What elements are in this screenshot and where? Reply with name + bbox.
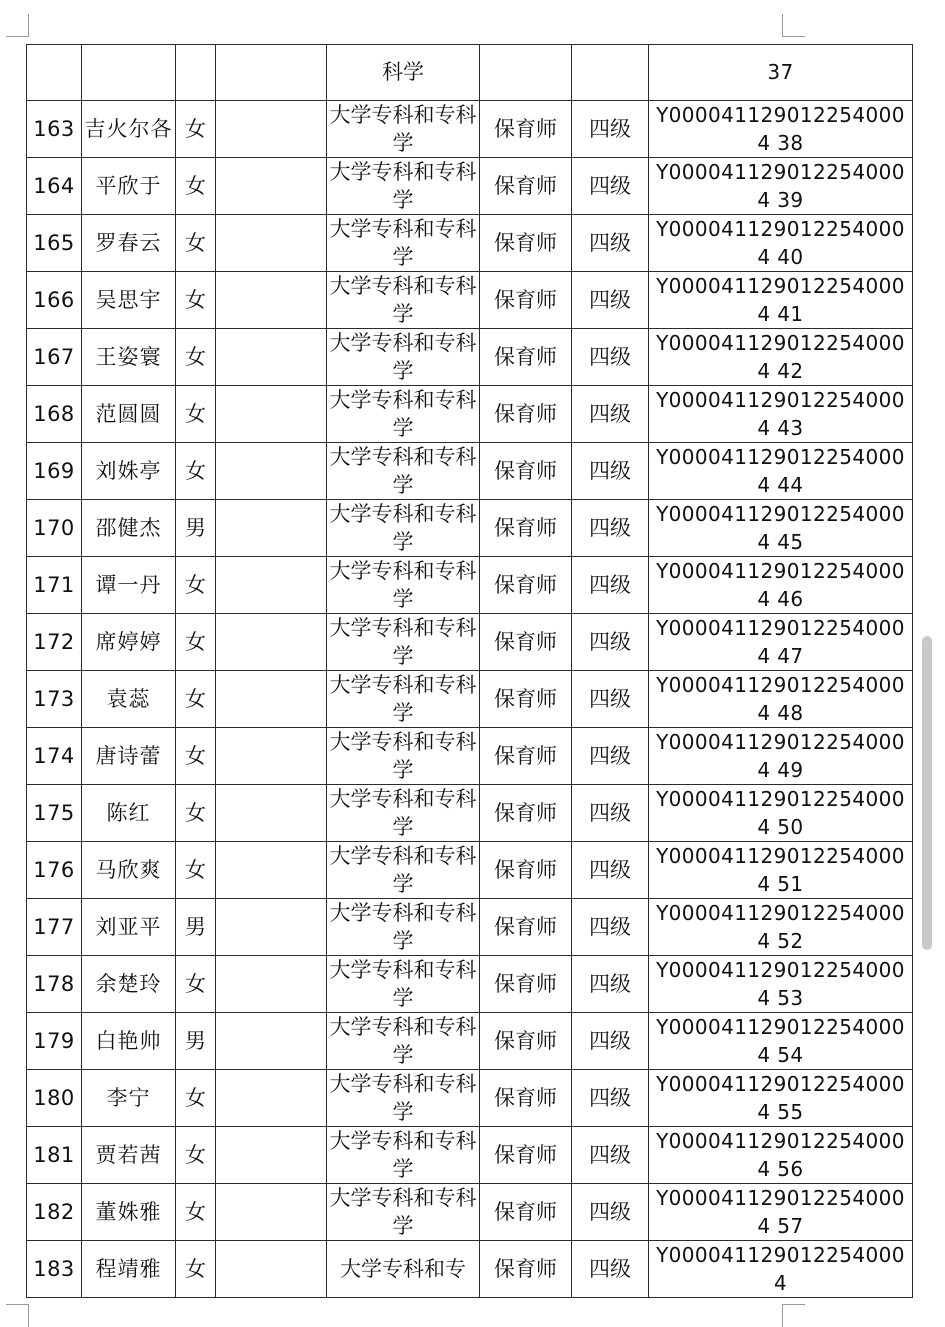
name-cell: 范圆圆	[82, 385, 176, 442]
certificate-number-cell: Y0000411290122540004 40	[649, 214, 913, 271]
certificate-roster-table	[26, 44, 913, 1298]
level-cell: 四级	[572, 955, 649, 1012]
serial-number-cell: 177	[27, 898, 82, 955]
certificate-number-cell: Y0000411290122540004 38	[649, 100, 913, 157]
education-cell: 大学专科和专科学	[327, 214, 480, 271]
name-cell	[82, 45, 176, 101]
gender-cell: 女	[176, 385, 216, 442]
gender-cell: 女	[176, 157, 216, 214]
table-row	[27, 442, 913, 499]
serial-number-cell: 166	[27, 271, 82, 328]
gender-cell: 女	[176, 442, 216, 499]
serial-number-cell: 167	[27, 328, 82, 385]
table-row	[27, 499, 913, 556]
level-cell: 四级	[572, 613, 649, 670]
occupation-cell: 保育师	[480, 784, 572, 841]
certificate-number-cell: Y0000411290122540004 53	[649, 955, 913, 1012]
level-cell: 四级	[572, 499, 649, 556]
table-row	[27, 841, 913, 898]
gender-cell: 女	[176, 328, 216, 385]
name-cell: 谭一丹	[82, 556, 176, 613]
level-cell: 四级	[572, 727, 649, 784]
occupation-cell: 保育师	[480, 613, 572, 670]
table-row	[27, 955, 913, 1012]
education-cell: 大学专科和专科学	[327, 328, 480, 385]
level-cell: 四级	[572, 1012, 649, 1069]
table-body	[27, 45, 913, 1298]
level-cell: 四级	[572, 1183, 649, 1240]
education-cell: 大学专科和专科学	[327, 1012, 480, 1069]
blank-cell	[216, 100, 327, 157]
occupation-cell: 保育师	[480, 100, 572, 157]
gender-cell: 男	[176, 499, 216, 556]
table-row	[27, 1240, 913, 1297]
blank-cell	[216, 670, 327, 727]
serial-number-cell: 178	[27, 955, 82, 1012]
table-row	[27, 214, 913, 271]
certificate-number-cell: Y0000411290122540004 52	[649, 898, 913, 955]
blank-cell	[216, 214, 327, 271]
level-cell: 四级	[572, 157, 649, 214]
table-row	[27, 1069, 913, 1126]
serial-number-cell: 168	[27, 385, 82, 442]
level-cell: 四级	[572, 1069, 649, 1126]
name-cell: 吴思宇	[82, 271, 176, 328]
gender-cell: 女	[176, 727, 216, 784]
education-cell: 大学专科和专科学	[327, 100, 480, 157]
education-cell: 大学专科和专科学	[327, 442, 480, 499]
name-cell: 李宁	[82, 1069, 176, 1126]
level-cell: 四级	[572, 784, 649, 841]
gender-cell: 女	[176, 841, 216, 898]
blank-cell	[216, 328, 327, 385]
education-cell: 大学专科和专科学	[327, 613, 480, 670]
education-cell: 大学专科和专科学	[327, 841, 480, 898]
education-cell: 大学专科和专科学	[327, 670, 480, 727]
blank-cell	[216, 1069, 327, 1126]
level-cell: 四级	[572, 556, 649, 613]
name-cell: 董姝雅	[82, 1183, 176, 1240]
blank-cell	[216, 955, 327, 1012]
table-row	[27, 670, 913, 727]
serial-number-cell: 176	[27, 841, 82, 898]
gender-cell: 女	[176, 100, 216, 157]
education-cell: 大学专科和专科学	[327, 898, 480, 955]
gender-cell: 女	[176, 214, 216, 271]
name-cell: 白艳帅	[82, 1012, 176, 1069]
education-cell: 大学专科和专科学	[327, 1126, 480, 1183]
serial-number-cell: 183	[27, 1240, 82, 1297]
serial-number-cell: 180	[27, 1069, 82, 1126]
education-cell: 大学专科和专科学	[327, 499, 480, 556]
occupation-cell: 保育师	[480, 499, 572, 556]
occupation-cell: 保育师	[480, 841, 572, 898]
name-cell: 刘姝亭	[82, 442, 176, 499]
education-cell: 大学专科和专科学	[327, 784, 480, 841]
blank-cell	[216, 556, 327, 613]
occupation-cell: 保育师	[480, 271, 572, 328]
table-row	[27, 1183, 913, 1240]
blank-cell	[216, 898, 327, 955]
certificate-number-cell: Y0000411290122540004 41	[649, 271, 913, 328]
table-row-continuation	[27, 45, 913, 101]
level-cell	[572, 45, 649, 101]
certificate-number-cell: Y0000411290122540004 54	[649, 1012, 913, 1069]
education-cell: 大学专科和专科学	[327, 385, 480, 442]
occupation-cell: 保育师	[480, 385, 572, 442]
occupation-cell: 保育师	[480, 955, 572, 1012]
gender-cell: 女	[176, 1183, 216, 1240]
vertical-scrollbar-thumb[interactable]	[922, 636, 932, 950]
page-corner-mark-top-right	[782, 14, 805, 37]
certificate-number-cell: Y0000411290122540004 50	[649, 784, 913, 841]
blank-cell	[216, 442, 327, 499]
occupation-cell: 保育师	[480, 1126, 572, 1183]
occupation-cell: 保育师	[480, 1012, 572, 1069]
level-cell: 四级	[572, 442, 649, 499]
blank-cell	[216, 727, 327, 784]
name-cell: 吉火尔各	[82, 100, 176, 157]
occupation-cell: 保育师	[480, 1183, 572, 1240]
education-cell: 大学专科和专科学	[327, 955, 480, 1012]
certificate-number-cell: Y0000411290122540004 55	[649, 1069, 913, 1126]
level-cell: 四级	[572, 841, 649, 898]
table-row	[27, 613, 913, 670]
certificate-number-cell: Y0000411290122540004 48	[649, 670, 913, 727]
gender-cell: 女	[176, 784, 216, 841]
level-cell: 四级	[572, 328, 649, 385]
serial-number-cell: 171	[27, 556, 82, 613]
table-row	[27, 1126, 913, 1183]
certificate-number-cell: Y0000411290122540004 46	[649, 556, 913, 613]
certificate-number-cell: Y0000411290122540004 42	[649, 328, 913, 385]
certificate-number-cell: Y0000411290122540004 43	[649, 385, 913, 442]
certificate-number-cell: Y0000411290122540004 39	[649, 157, 913, 214]
name-cell: 平欣于	[82, 157, 176, 214]
gender-cell: 女	[176, 556, 216, 613]
name-cell: 马欣爽	[82, 841, 176, 898]
level-cell: 四级	[572, 214, 649, 271]
serial-number-cell: 172	[27, 613, 82, 670]
name-cell: 王姿寰	[82, 328, 176, 385]
occupation-cell: 保育师	[480, 442, 572, 499]
page-corner-mark-bottom-left	[6, 1304, 29, 1327]
blank-cell	[216, 1183, 327, 1240]
name-cell: 刘亚平	[82, 898, 176, 955]
name-cell: 邵健杰	[82, 499, 176, 556]
blank-cell	[216, 841, 327, 898]
gender-cell: 女	[176, 1069, 216, 1126]
education-cell: 大学专科和专科学	[327, 727, 480, 784]
serial-number-cell: 175	[27, 784, 82, 841]
serial-number-cell: 164	[27, 157, 82, 214]
serial-number-cell: 173	[27, 670, 82, 727]
certificate-number-cell: Y0000411290122540004 45	[649, 499, 913, 556]
serial-number-cell	[27, 45, 82, 101]
gender-cell: 女	[176, 613, 216, 670]
occupation-cell: 保育师	[480, 556, 572, 613]
blank-cell	[216, 385, 327, 442]
certificate-number-cell: Y0000411290122540004 47	[649, 613, 913, 670]
blank-cell	[216, 1126, 327, 1183]
table-row	[27, 898, 913, 955]
occupation-cell: 保育师	[480, 328, 572, 385]
education-cell: 大学专科和专科学	[327, 1183, 480, 1240]
table-row	[27, 385, 913, 442]
education-cell: 大学专科和专	[327, 1240, 480, 1297]
occupation-cell: 保育师	[480, 214, 572, 271]
level-cell: 四级	[572, 385, 649, 442]
table-row	[27, 157, 913, 214]
level-cell: 四级	[572, 1240, 649, 1297]
name-cell: 程靖雅	[82, 1240, 176, 1297]
name-cell: 袁蕊	[82, 670, 176, 727]
blank-cell	[216, 1240, 327, 1297]
gender-cell: 男	[176, 898, 216, 955]
blank-cell	[216, 45, 327, 101]
blank-cell	[216, 784, 327, 841]
name-cell: 唐诗蕾	[82, 727, 176, 784]
occupation-cell	[480, 45, 572, 101]
education-cell: 大学专科和专科学	[327, 271, 480, 328]
serial-number-cell: 170	[27, 499, 82, 556]
education-cell: 大学专科和专科学	[327, 1069, 480, 1126]
certificate-number-cell: Y0000411290122540004 51	[649, 841, 913, 898]
table-row	[27, 328, 913, 385]
table-row	[27, 271, 913, 328]
serial-number-cell: 174	[27, 727, 82, 784]
certificate-number-cell: Y0000411290122540004 44	[649, 442, 913, 499]
gender-cell: 女	[176, 271, 216, 328]
serial-number-cell: 182	[27, 1183, 82, 1240]
level-cell: 四级	[572, 100, 649, 157]
blank-cell	[216, 271, 327, 328]
name-cell: 陈红	[82, 784, 176, 841]
name-cell: 罗春云	[82, 214, 176, 271]
gender-cell: 女	[176, 670, 216, 727]
occupation-cell: 保育师	[480, 157, 572, 214]
occupation-cell: 保育师	[480, 670, 572, 727]
occupation-cell: 保育师	[480, 898, 572, 955]
name-cell: 余楚玲	[82, 955, 176, 1012]
table-row	[27, 100, 913, 157]
certificate-number-cell: 37	[649, 45, 913, 101]
occupation-cell: 保育师	[480, 1240, 572, 1297]
education-cell: 大学专科和专科学	[327, 556, 480, 613]
blank-cell	[216, 613, 327, 670]
blank-cell	[216, 1012, 327, 1069]
gender-cell: 女	[176, 1126, 216, 1183]
level-cell: 四级	[572, 898, 649, 955]
gender-cell: 女	[176, 955, 216, 1012]
serial-number-cell: 169	[27, 442, 82, 499]
serial-number-cell: 181	[27, 1126, 82, 1183]
table-row	[27, 1012, 913, 1069]
name-cell: 贾若茜	[82, 1126, 176, 1183]
table-row	[27, 727, 913, 784]
certificate-number-cell: Y0000411290122540004	[649, 1240, 913, 1297]
occupation-cell: 保育师	[480, 1069, 572, 1126]
serial-number-cell: 179	[27, 1012, 82, 1069]
gender-cell	[176, 45, 216, 101]
certificate-number-cell: Y0000411290122540004 49	[649, 727, 913, 784]
education-cell: 大学专科和专科学	[327, 157, 480, 214]
gender-cell: 女	[176, 1240, 216, 1297]
certificate-number-cell: Y0000411290122540004 56	[649, 1126, 913, 1183]
blank-cell	[216, 499, 327, 556]
occupation-cell: 保育师	[480, 727, 572, 784]
gender-cell: 男	[176, 1012, 216, 1069]
blank-cell	[216, 157, 327, 214]
table-row	[27, 784, 913, 841]
level-cell: 四级	[572, 1126, 649, 1183]
serial-number-cell: 163	[27, 100, 82, 157]
table-row	[27, 556, 913, 613]
education-cell: 科学	[327, 45, 480, 101]
serial-number-cell: 165	[27, 214, 82, 271]
page-corner-mark-top-left	[6, 14, 29, 37]
page-corner-mark-bottom-right	[782, 1304, 805, 1327]
level-cell: 四级	[572, 271, 649, 328]
name-cell: 席婷婷	[82, 613, 176, 670]
level-cell: 四级	[572, 670, 649, 727]
certificate-number-cell: Y0000411290122540004 57	[649, 1183, 913, 1240]
